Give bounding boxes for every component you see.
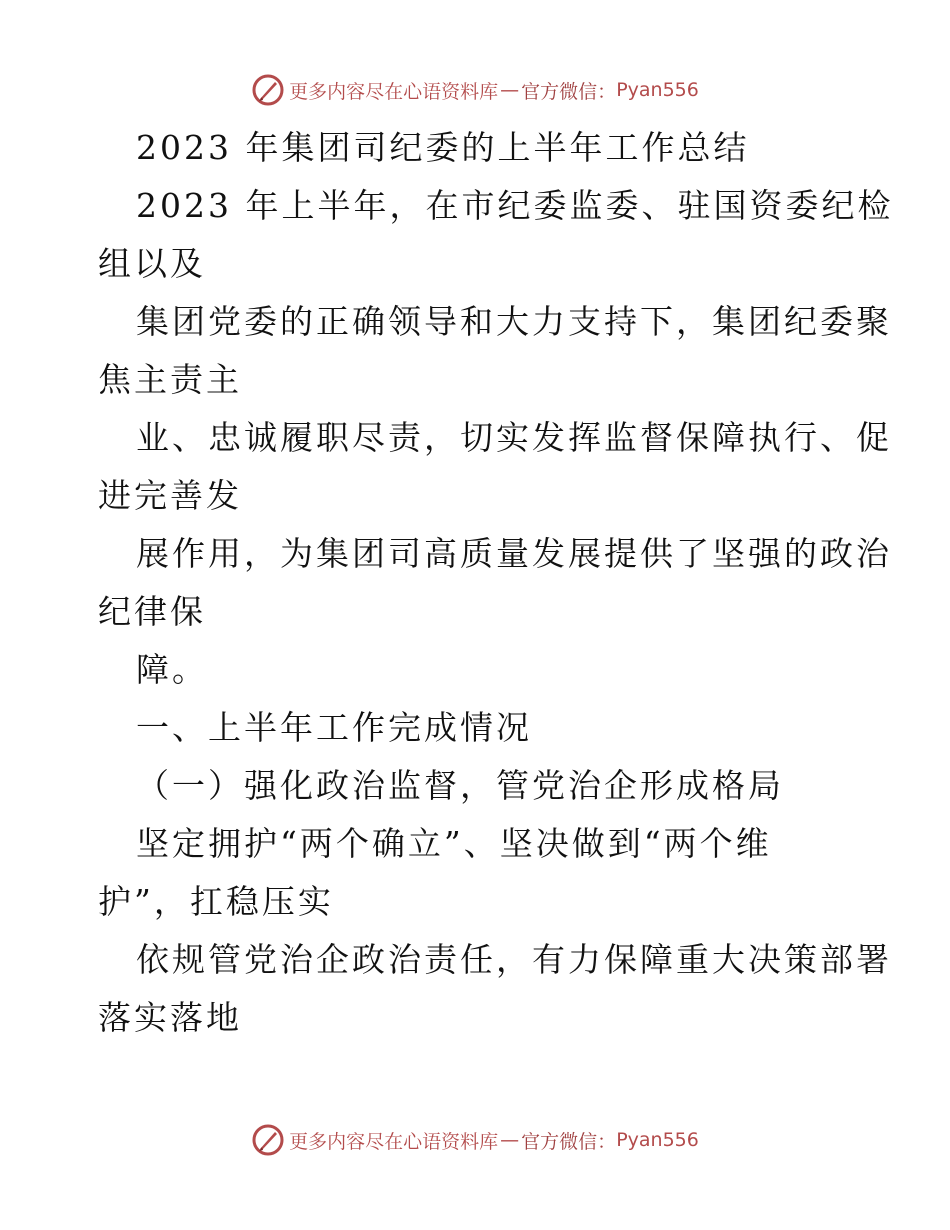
feather-pen-logo-icon (251, 1123, 285, 1157)
paragraph-line: 业、忠诚履职尽责，切实发挥监督保障执行、促 (136, 418, 892, 457)
paragraph-line: 依规管党治企政治责任，有力保障重大决策部署 (136, 940, 892, 979)
paragraph-line: 进完善发 (98, 476, 242, 515)
paragraph-line: 纪律保 (98, 592, 206, 631)
document-title: 2023 年集团司纪委的上半年工作总结 (136, 128, 750, 167)
paragraph-line: 2023 年上半年，在市纪委监委、驻国资委纪检 (136, 186, 894, 225)
watermark-text: 更多内容尽在心语资料库 (289, 80, 499, 103)
subsection-heading: （一）强化政治监督，管党治企形成格局 (136, 766, 784, 805)
section-heading: 一、上半年工作完成情况 (136, 708, 532, 747)
footer-watermark (0, 1120, 950, 1160)
paragraph-line: 展作用，为集团司高质量发展提供了坚强的政治 (136, 534, 892, 573)
watermark-text: 更多内容尽在心语资料库 (289, 1130, 499, 1153)
watermark-wechat-id: Pyan556 (616, 1129, 699, 1151)
watermark-wechat-id: Pyan556 (616, 79, 699, 101)
paragraph-line: 组以及 (98, 244, 206, 283)
watermark-separator: — (500, 1129, 520, 1151)
paragraph-line: 障。 (136, 650, 208, 689)
paragraph-line: 落实落地 (98, 998, 242, 1037)
paragraph-line: 坚定拥护“两个确立”、坚决做到“两个维 (136, 824, 772, 863)
watermark-separator: — (500, 79, 520, 101)
paragraph-line: 集团党委的正确领导和大力支持下，集团纪委聚 (136, 302, 892, 341)
paragraph-line: 护”，扛稳压实 (98, 882, 334, 921)
watermark-wechat-label: 官方微信： (521, 80, 617, 103)
paragraph-line: 焦主责主 (98, 360, 242, 399)
feather-pen-logo-icon (251, 73, 285, 107)
watermark-wechat-label: 官方微信： (521, 1130, 617, 1153)
header-watermark (0, 70, 950, 110)
